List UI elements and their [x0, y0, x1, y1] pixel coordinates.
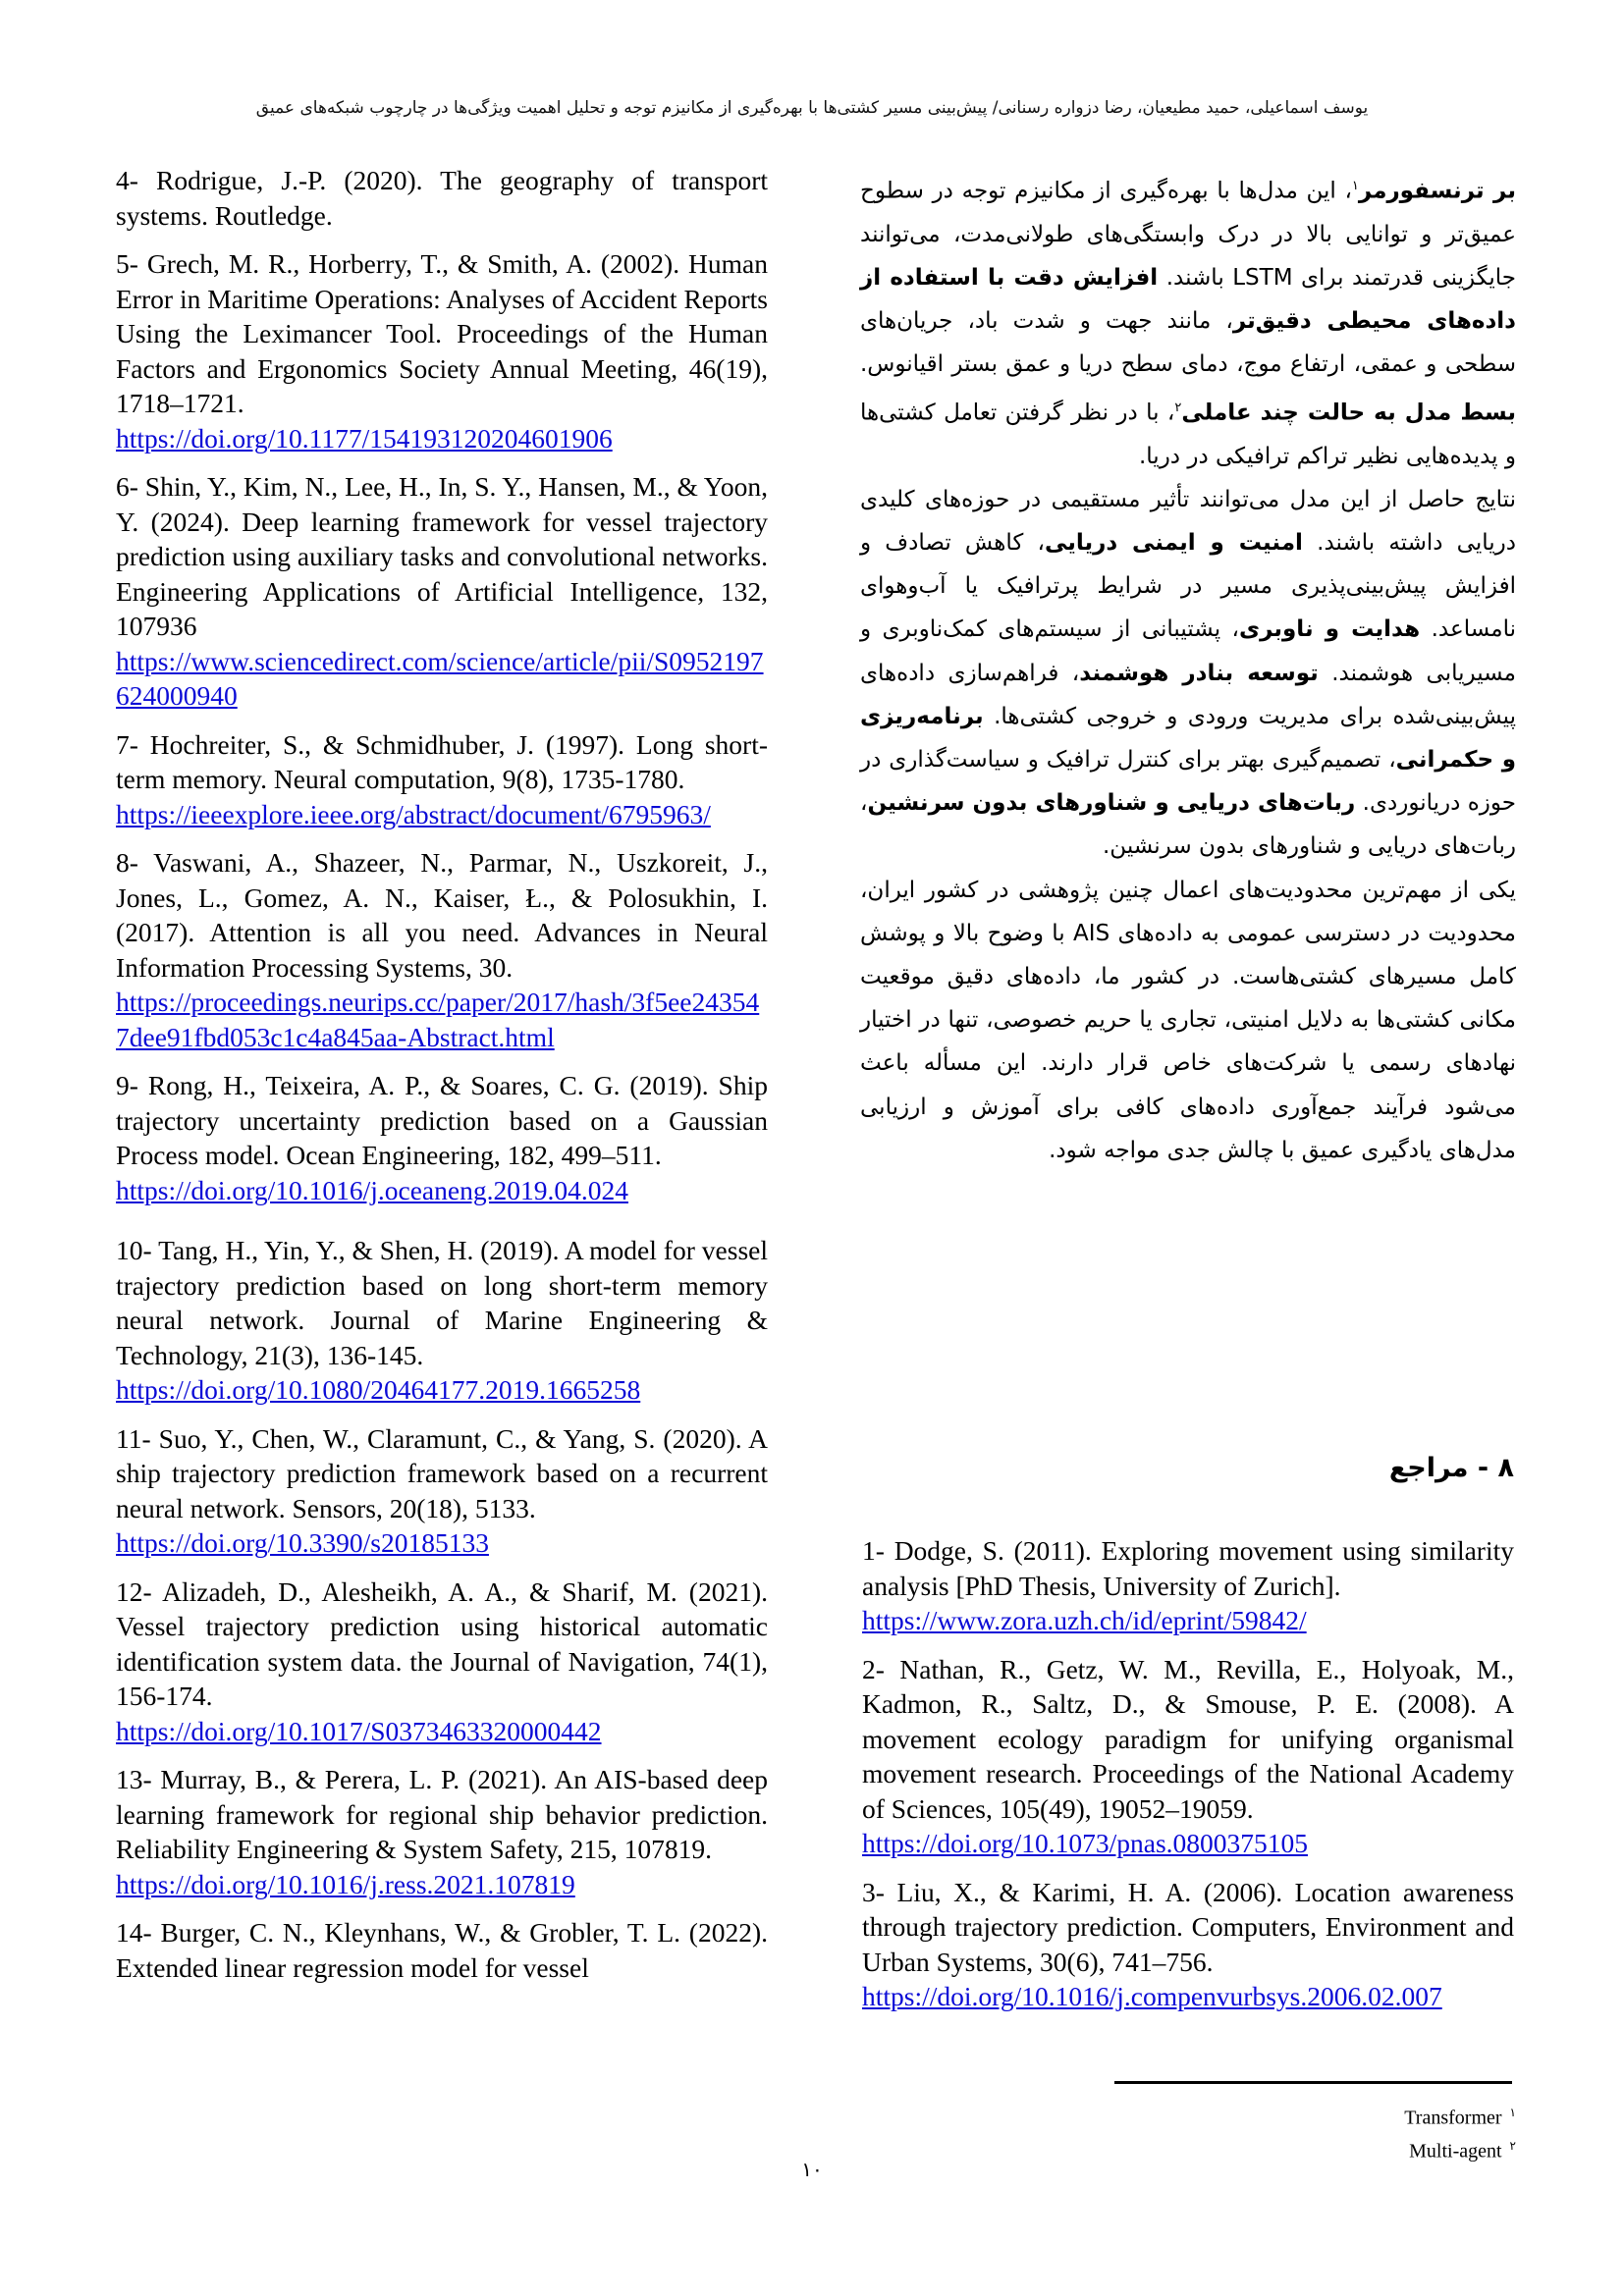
bold-phrase: برنامه‌ریزی و حکمرانی: [860, 703, 1516, 773]
body-text: ، مانند جهت و شدت باد، جریان‌های سطحی و عمقی، ارتفاع موج، دمای سطح دریا و عمق بستر اقیانوس.: [860, 308, 1516, 378]
reference-link[interactable]: https://doi.org/10.1080/20464177.2019.1665258: [116, 1374, 641, 1405]
body-text: ، تصمیم‌گیری بهتر برای کنترل ترافیک و سیاست‌گذاری در حوزه دریانوردی.: [860, 746, 1516, 817]
reference-text: 8- Vaswani, A., Shazeer, N., Parmar, N., Uszkoreit, J., Jones, L., Gomez, A. N., Kaiser, Ł., & Polosukhin, I. (2017). Attention is all you need. Advances in Neural Information Processing Systems, 30.: [116, 847, 768, 983]
body-text: ، با در نظر گرفتن تعامل کشتی‌ها و پدیده‌هایی نظیر تراکم ترافیکی در دریا.: [860, 400, 1516, 469]
reference-text: 7- Hochreiter, S., & Schmidhuber, J. (1997). Long short-term memory. Neural computation, 9(8), 1735-1780.: [116, 728, 768, 794]
reference-link[interactable]: https://ieeexplore.ieee.org/abstract/document/6795963/: [116, 798, 711, 829]
reference-link[interactable]: https://www.sciencedirect.com/science/article/pii/S0952197624000940: [116, 645, 764, 711]
bold-phrase: امنیت و ایمنی دریایی: [1044, 529, 1303, 556]
reference-link[interactable]: https://doi.org/10.1073/pnas.0800375105: [862, 1828, 1309, 1858]
references-left-column: [116, 163, 768, 1999]
reference-item: [116, 1068, 768, 1207]
body-text: ، این مدل‌ها با بهره‌گیری از مکانیزم توجه در سطوح عمیق‌تر و توانایی بالا در درک وابستگی‌های طولانی‌مدت، می‌توانند جایگزینی قدرتمند برای LSTM باشند.: [860, 178, 1516, 292]
page-number: ۱۰: [801, 2158, 823, 2181]
body-text: ، فراهم‌سازی داده‌های پیش‌بینی‌شده برای مدیریت ورودی و خروجی کشتی‌ها.: [860, 660, 1516, 729]
reference-link[interactable]: https://www.zora.uzh.ch/id/eprint/59842/: [862, 1605, 1307, 1635]
reference-text: 12- Alizadeh, D., Alesheikh, A. A., & Sharif, M. (2021). Vessel trajectory prediction using historical automatic identification system data. the Journal of Navigation, 74(1), 156-174.: [116, 1575, 768, 1711]
body-text-column: [860, 165, 1516, 1172]
reference-item: [116, 246, 768, 455]
bold-phrase: بر ترنسفورمر: [1358, 178, 1516, 204]
section-heading-references: ۸ - مراجع: [1388, 1453, 1514, 1483]
bold-phrase: هدایت و ناوبری: [1238, 616, 1421, 643]
reference-item: [862, 1875, 1514, 2014]
footnote-text: Transformer: [1404, 2107, 1502, 2129]
reference-item: [116, 727, 768, 832]
footnote-item: [1404, 2099, 1516, 2132]
paragraph-applications: [860, 478, 1516, 869]
reference-text: 1- Dodge, S. (2011). Exploring movement using similarity analysis [PhD Thesis, University of Zurich].: [862, 1535, 1514, 1601]
body-text: نتایج حاصل از این مدل می‌توانند تأثیر مستقیمی در حوزه‌های کلیدی دریایی داشته باشند.: [860, 486, 1517, 556]
reference-text: 10- Tang, H., Yin, Y., & Shen, H. (2019). A model for vessel trajectory prediction based on long short-term memory neural network. Journal of Marine Engineering & Technology, 21(3), 136-145.: [116, 1235, 768, 1370]
bold-phrase: ربات‌های دریایی و شناورهای بدون سرنشین: [867, 790, 1356, 817]
footnote-marker[interactable]: ۲: [1174, 400, 1182, 415]
reference-item: [116, 1575, 768, 1749]
reference-text: 5- Grech, M. R., Horberry, T., & Smith, A. (2002). Human Error in Maritime Operations: Analyses of Accident Reports Using the Leximancer Tool. Proceedings of the Human Factors and Ergonomics Society Annual Meeting, 46(19), 1718–1721.: [116, 248, 768, 418]
reference-link[interactable]: https://doi.org/10.1016/j.compenvurbsys.2006.02.007: [862, 1981, 1442, 2011]
footnote-marker[interactable]: ۱: [1351, 179, 1359, 193]
reference-item: [116, 1762, 768, 1901]
running-header: یوسف اسماعیلی، حمید مطیعیان، رضا دزواره رسنانی/ پیش‌بینی مسیر کشتی‌ها با بهره‌گیری از مکانیزم توجه و تحلیل اهمیت ویژگی‌ها در چارچوب شبکه‌های عمیق: [255, 98, 1369, 118]
reference-item: [116, 1233, 768, 1408]
body-text: ، کاهش تصادف و افزایش پیش‌بینی‌پذیری مسیر در شرایط پرترافیک یا آب‌وهوای نامساعد.: [860, 529, 1516, 643]
reference-text: 9- Rong, H., Teixeira, A. P., & Soares, C. G. (2019). Ship trajectory uncertainty prediction based on a Gaussian Process model. Ocean Engineering, 182, 499–511.: [116, 1070, 768, 1170]
body-text: ، پشتیبانی از سیستم‌های کمک‌ناوبری و مسیریابی هوشمند.: [860, 616, 1517, 686]
reference-link[interactable]: https://doi.org/10.3390/s20185133: [116, 1527, 489, 1558]
footnote-divider: [1114, 2081, 1512, 2084]
reference-item: [862, 1652, 1514, 1861]
bold-phrase: بسط مدل به حالت چند عاملی: [1181, 400, 1516, 426]
paragraph-limitations: یکی از مهم‌ترین محدودیت‌های اعمال چنین پژوهشی در کشور ایران، محدودیت در دسترسی عمومی به داده‌های AIS با وضوح بالا و پوشش کامل مسیرهای کشتی‌هاست. در کشور ما، داده‌های دقیق موقعیت مکانی کشتی‌ها به دلایل امنیتی، تجاری یا حریم خصوصی، تنها در اختیار نهادهای رسمی یا شرکت‌های خاص قرار دارند. این مسأله باعث می‌شود فرآیند جمع‌آوری داده‌های کافی برای آموزش و ارزیابی مدل‌های یادگیری عمیق با چالش جدی مواجه شود.: [860, 877, 1516, 1163]
reference-text: 11- Suo, Y., Chen, W., Claramunt, C., & Yang, S. (2020). A ship trajectory prediction framework based on a recurrent neural network. Sensors, 20(18), 5133.: [116, 1422, 768, 1523]
reference-text: 14- Burger, C. N., Kleynhans, W., & Grobler, T. L. (2022). Extended linear regression model for vessel: [116, 1917, 768, 1983]
reference-text: 13- Murray, B., & Perera, L. P. (2021). An AIS-based deep learning framework for regional ship behavior prediction. Reliability Engineering & System Safety, 215, 107819.: [116, 1764, 768, 1864]
references-right-column: [862, 1533, 1514, 2028]
reference-text: 6- Shin, Y., Kim, N., Lee, H., In, S. Y., Hansen, M., & Yoon, Y. (2024). Deep learning framework for vessel trajectory prediction using auxiliary tasks and convolutional networks. Engineering Applications of Artificial Intelligence, 132, 107936: [116, 471, 768, 641]
reference-item: [116, 1915, 768, 1985]
reference-text: 4- Rodrigue, J.-P. (2020). The geography of transport systems. Routledge.: [116, 165, 768, 231]
reference-link[interactable]: https://doi.org/10.1017/S0373463320000442: [116, 1715, 602, 1746]
footnote-number: ۲: [1509, 2138, 1516, 2153]
reference-item: [116, 163, 768, 233]
reference-link[interactable]: https://doi.org/10.1016/j.ress.2021.107819: [116, 1868, 575, 1899]
reference-link[interactable]: https://doi.org/10.1016/j.oceaneng.2019.04.024: [116, 1174, 628, 1205]
paragraph-future-work: [860, 165, 1516, 478]
reference-text: 2- Nathan, R., Getz, W. M., Revilla, E., Holyoak, M., Kadmon, R., Saltz, D., & Smouse, P. E. (2008). A movement ecology paradigm for unifying organismal movement research. Proceedings of the National Academy of Sciences, 105(49), 19052–19059.: [862, 1653, 1514, 1824]
reference-item: [116, 469, 768, 714]
bold-phrase: توسعه بنادر هوشمند: [1079, 660, 1319, 686]
footnote-text: Multi-agent: [1409, 2140, 1502, 2163]
reference-item: [862, 1533, 1514, 1638]
reference-item: [116, 1421, 768, 1561]
footnotes: [1404, 2099, 1516, 2164]
reference-text: 3- Liu, X., & Karimi, H. A. (2006). Location awareness through trajectory prediction. Computers, Environment and Urban Systems, 30(6), 741–756.: [862, 1876, 1514, 1977]
reference-item: [116, 845, 768, 1054]
reference-link[interactable]: https://proceedings.neurips.cc/paper/2017/hash/3f5ee243547dee91fbd053c1c4a845aa-Abstract.html: [116, 987, 760, 1052]
bold-phrase: افزایش دقت با استفاده از داده‌های محیطی دقیق‌تر: [860, 265, 1516, 335]
footnote-number: ۱: [1509, 2106, 1516, 2119]
reference-link[interactable]: https://doi.org/10.1177/154193120204601906: [116, 422, 613, 454]
body-text: ، ربات‌های دریایی و شناورهای بدون سرنشین.: [860, 790, 1516, 860]
